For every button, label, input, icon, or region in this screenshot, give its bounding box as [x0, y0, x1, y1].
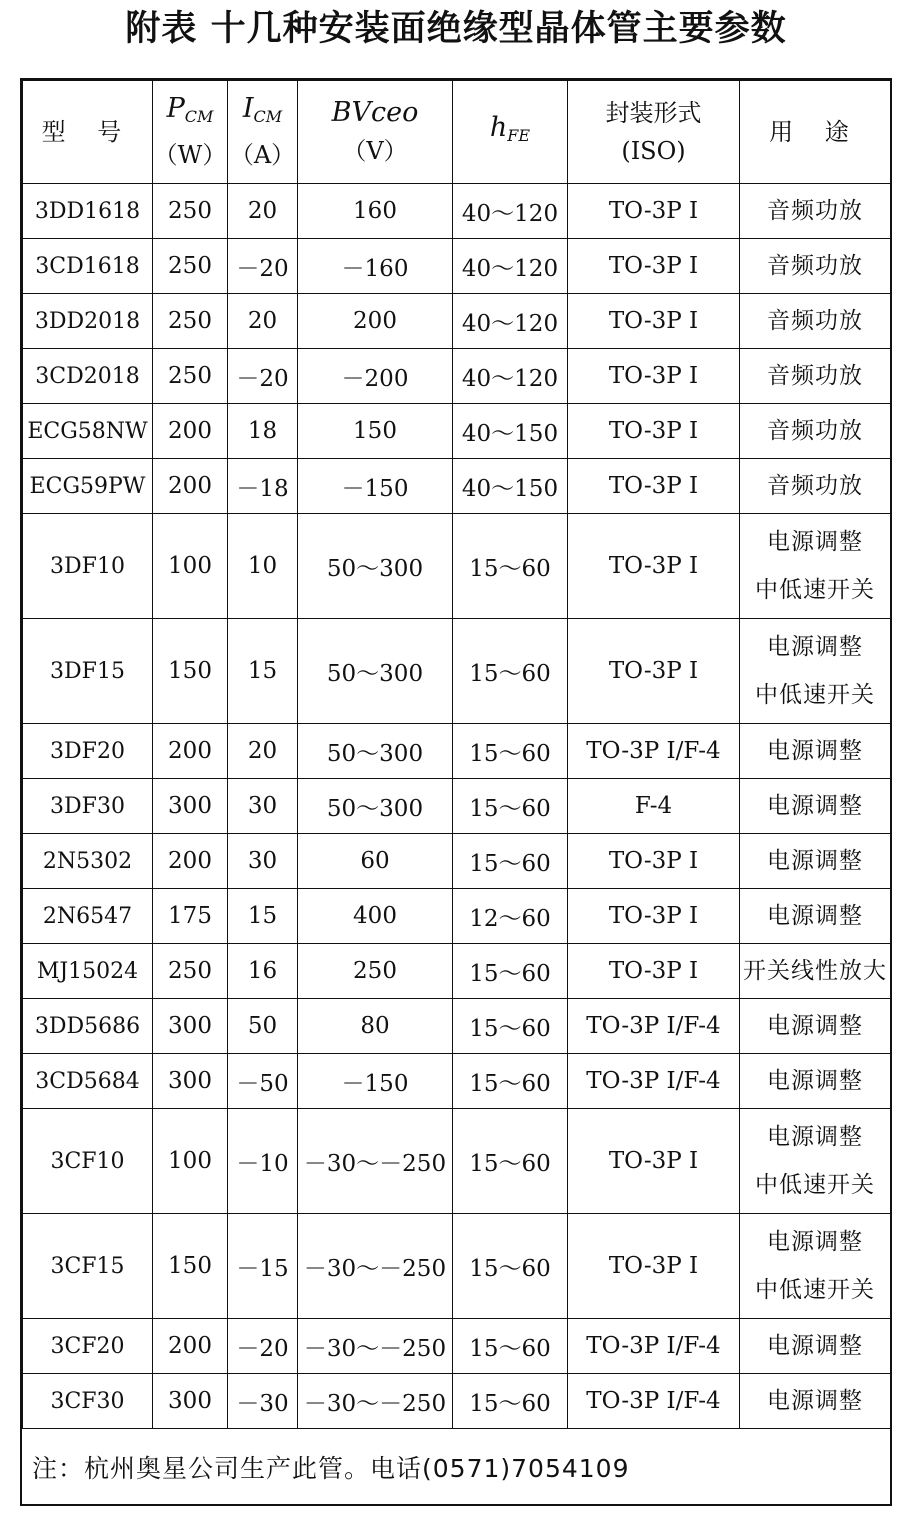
pcm-cell: 250	[153, 184, 228, 239]
table-row	[23, 999, 891, 1054]
package-cell: TO-3P Ⅰ	[568, 404, 740, 459]
pcm-cell: 300	[153, 1374, 228, 1429]
usage-line: 中低速开关	[755, 1172, 875, 1198]
table-row	[23, 619, 891, 724]
package-cell: F-4	[568, 779, 740, 834]
model-cell: 3CF30	[23, 1374, 153, 1429]
icm-cell: 15	[228, 619, 298, 724]
usage-line: 音频功放	[767, 363, 863, 389]
pcm-cell: 300	[153, 779, 228, 834]
model-cell: 2N5302	[23, 834, 153, 889]
usage-cell	[740, 1374, 891, 1429]
usage-line: 音频功放	[767, 418, 863, 444]
usage-line: 电源调整	[767, 1333, 863, 1359]
pcm-cell: 150	[153, 1214, 228, 1319]
table-row	[23, 349, 891, 404]
usage-cell	[740, 404, 891, 459]
usage-cell	[740, 239, 891, 294]
header-package: 封装形式 (ISO)	[568, 81, 740, 184]
table-row	[23, 779, 891, 834]
package-cell: TO-3P Ⅰ	[568, 514, 740, 619]
icm-cell: 30	[228, 834, 298, 889]
pcm-cell: 200	[153, 724, 228, 779]
hfe-cell: 15～60	[453, 834, 568, 889]
table-row	[23, 404, 891, 459]
usage-line: 中低速开关	[755, 1277, 875, 1303]
icm-cell: －50	[228, 1054, 298, 1109]
icm-cell: 16	[228, 944, 298, 999]
usage-line: 音频功放	[767, 253, 863, 279]
bvceo-cell: －150	[298, 1054, 453, 1109]
model-cell: 3DF10	[23, 514, 153, 619]
usage-line: 中低速开关	[755, 577, 875, 603]
table-row	[23, 1374, 891, 1429]
hfe-cell: 40～120	[453, 184, 568, 239]
icm-cell: 20	[228, 184, 298, 239]
usage-cell	[740, 619, 891, 724]
icm-cell: 50	[228, 999, 298, 1054]
model-cell: 3CF20	[23, 1319, 153, 1374]
usage-line: 电源调整	[767, 738, 863, 764]
footnote: 注：杭州奥星公司生产此管。电话(0571)7054109	[32, 1454, 630, 1483]
pcm-cell: 250	[153, 239, 228, 294]
package-cell: TO-3P Ⅰ/F-4	[568, 724, 740, 779]
package-cell: TO-3P Ⅰ/F-4	[568, 999, 740, 1054]
icm-cell: 15	[228, 889, 298, 944]
hfe-cell: 15～60	[453, 1374, 568, 1429]
pcm-cell: 200	[153, 1319, 228, 1374]
pcm-cell: 100	[153, 514, 228, 619]
hfe-cell: 40～120	[453, 349, 568, 404]
usage-cell	[740, 1109, 891, 1214]
package-cell: TO-3P Ⅰ	[568, 889, 740, 944]
model-cell: 3CD2018	[23, 349, 153, 404]
pcm-cell: 200	[153, 404, 228, 459]
icm-cell: 10	[228, 514, 298, 619]
package-cell: TO-3P Ⅰ	[568, 619, 740, 724]
usage-cell	[740, 889, 891, 944]
usage-line: 电源调整	[767, 848, 863, 874]
icm-cell: 20	[228, 724, 298, 779]
package-cell: TO-3P Ⅰ/F-4	[568, 1054, 740, 1109]
usage-line: 音频功放	[767, 198, 863, 224]
pcm-cell: 300	[153, 1054, 228, 1109]
bvceo-cell: 160	[298, 184, 453, 239]
package-cell: TO-3P Ⅰ	[568, 1109, 740, 1214]
header-model: 型 号	[23, 81, 153, 184]
usage-cell	[740, 514, 891, 619]
bvceo-cell: －30～－250	[298, 1214, 453, 1319]
table-row	[23, 294, 891, 349]
hfe-cell: 40～150	[453, 459, 568, 514]
table-row	[23, 1054, 891, 1109]
table-row	[23, 944, 891, 999]
package-cell: TO-3P Ⅰ	[568, 1214, 740, 1319]
bvceo-cell: －30～－250	[298, 1109, 453, 1214]
usage-line: 音频功放	[767, 308, 863, 334]
icm-cell: －15	[228, 1214, 298, 1319]
hfe-cell: 40～120	[453, 294, 568, 349]
hfe-cell: 15～60	[453, 1319, 568, 1374]
bvceo-cell: 200	[298, 294, 453, 349]
usage-line: 电源调整	[767, 793, 863, 819]
hfe-cell: 15～60	[453, 779, 568, 834]
bvceo-cell: －160	[298, 239, 453, 294]
usage-cell	[740, 944, 891, 999]
table-row	[23, 184, 891, 239]
hfe-cell: 40～120	[453, 239, 568, 294]
table-row	[23, 834, 891, 889]
pcm-cell: 250	[153, 294, 228, 349]
usage-cell	[740, 1214, 891, 1319]
usage-cell	[740, 294, 891, 349]
icm-cell: －20	[228, 1319, 298, 1374]
package-cell: TO-3P Ⅰ	[568, 184, 740, 239]
usage-cell	[740, 459, 891, 514]
package-cell: TO-3P Ⅰ/F-4	[568, 1319, 740, 1374]
pcm-cell: 200	[153, 459, 228, 514]
hfe-cell: 15～60	[453, 1214, 568, 1319]
header-usage: 用 途	[740, 81, 891, 184]
model-cell: 3DF30	[23, 779, 153, 834]
table-row	[23, 1109, 891, 1214]
hfe-cell: 40～150	[453, 404, 568, 459]
bvceo-cell: 150	[298, 404, 453, 459]
model-cell: 3CF15	[23, 1214, 153, 1319]
bvceo-cell: 400	[298, 889, 453, 944]
model-cell: 2N6547	[23, 889, 153, 944]
hfe-cell: 15～60	[453, 1054, 568, 1109]
bvceo-cell: 50～300	[298, 779, 453, 834]
model-cell: MJ15024	[23, 944, 153, 999]
usage-line: 电源调整	[767, 1013, 863, 1039]
package-cell: TO-3P Ⅰ	[568, 239, 740, 294]
header-hfe: $h_{FE}$	[453, 81, 568, 184]
bvceo-cell: －200	[298, 349, 453, 404]
model-cell: 3CF10	[23, 1109, 153, 1214]
pcm-cell: 100	[153, 1109, 228, 1214]
table-row	[23, 514, 891, 619]
model-cell: 3CD1618	[23, 239, 153, 294]
model-cell: 3DF20	[23, 724, 153, 779]
icm-cell: －20	[228, 239, 298, 294]
usage-line: 电源调整	[767, 1124, 863, 1150]
usage-cell	[740, 1319, 891, 1374]
bvceo-cell: 60	[298, 834, 453, 889]
package-cell: TO-3P Ⅰ	[568, 459, 740, 514]
usage-line: 电源调整	[767, 903, 863, 929]
header-icm: $I_{CM}$ （A）	[228, 81, 298, 184]
icm-cell: 20	[228, 294, 298, 349]
icm-cell: 18	[228, 404, 298, 459]
usage-line: 电源调整	[767, 634, 863, 660]
package-cell: TO-3P Ⅰ	[568, 944, 740, 999]
icm-cell: －18	[228, 459, 298, 514]
page-title: 附表 十几种安装面绝缘型晶体管主要参数	[125, 9, 787, 49]
model-cell: 3CD5684	[23, 1054, 153, 1109]
hfe-cell: 15～60	[453, 999, 568, 1054]
bvceo-cell: 50～300	[298, 724, 453, 779]
usage-line: 开关线性放大	[743, 958, 887, 984]
usage-line: 电源调整	[767, 529, 863, 555]
hfe-cell: 15～60	[453, 724, 568, 779]
bvceo-cell: 50～300	[298, 619, 453, 724]
hfe-cell: 15～60	[453, 1109, 568, 1214]
usage-line: 音频功放	[767, 473, 863, 499]
usage-cell	[740, 999, 891, 1054]
pcm-cell: 250	[153, 944, 228, 999]
table-row	[23, 724, 891, 779]
icm-cell: －30	[228, 1374, 298, 1429]
header-row	[23, 81, 891, 184]
header-pcm: $P_{CM}$ （W）	[153, 81, 228, 184]
usage-cell	[740, 184, 891, 239]
model-cell: 3DD5686	[23, 999, 153, 1054]
parameter-table	[22, 80, 891, 1429]
bvceo-cell: －150	[298, 459, 453, 514]
usage-line: 中低速开关	[755, 682, 875, 708]
pcm-cell: 150	[153, 619, 228, 724]
pcm-cell: 200	[153, 834, 228, 889]
package-cell: TO-3P Ⅰ	[568, 294, 740, 349]
table-row	[23, 239, 891, 294]
icm-cell: －20	[228, 349, 298, 404]
usage-line: 电源调整	[767, 1068, 863, 1094]
table-row	[23, 1214, 891, 1319]
usage-cell	[740, 779, 891, 834]
model-cell: 3DD1618	[23, 184, 153, 239]
package-cell: TO-3P Ⅰ/F-4	[568, 1374, 740, 1429]
pcm-cell: 175	[153, 889, 228, 944]
hfe-cell: 12～60	[453, 889, 568, 944]
bvceo-cell: －30～－250	[298, 1319, 453, 1374]
model-cell: 3DF15	[23, 619, 153, 724]
bvceo-cell: 80	[298, 999, 453, 1054]
usage-cell	[740, 1054, 891, 1109]
pcm-cell: 300	[153, 999, 228, 1054]
icm-cell: －10	[228, 1109, 298, 1214]
usage-cell	[740, 724, 891, 779]
hfe-cell: 15～60	[453, 944, 568, 999]
usage-line: 电源调整	[767, 1229, 863, 1255]
bvceo-cell: －30～－250	[298, 1374, 453, 1429]
table-row	[23, 1319, 891, 1374]
bvceo-cell: 250	[298, 944, 453, 999]
model-cell: ECG59PW	[23, 459, 153, 514]
usage-line: 电源调整	[767, 1388, 863, 1414]
package-cell: TO-3P Ⅰ	[568, 349, 740, 404]
hfe-cell: 15～60	[453, 619, 568, 724]
usage-cell	[740, 834, 891, 889]
icm-cell: 30	[228, 779, 298, 834]
package-cell: TO-3P Ⅰ	[568, 834, 740, 889]
model-cell: 3DD2018	[23, 294, 153, 349]
model-cell: ECG58NW	[23, 404, 153, 459]
bvceo-cell: 50～300	[298, 514, 453, 619]
table-row	[23, 459, 891, 514]
header-bvceo: BVceo （V）	[298, 81, 453, 184]
table-row	[23, 889, 891, 944]
usage-cell	[740, 349, 891, 404]
hfe-cell: 15～60	[453, 514, 568, 619]
pcm-cell: 250	[153, 349, 228, 404]
